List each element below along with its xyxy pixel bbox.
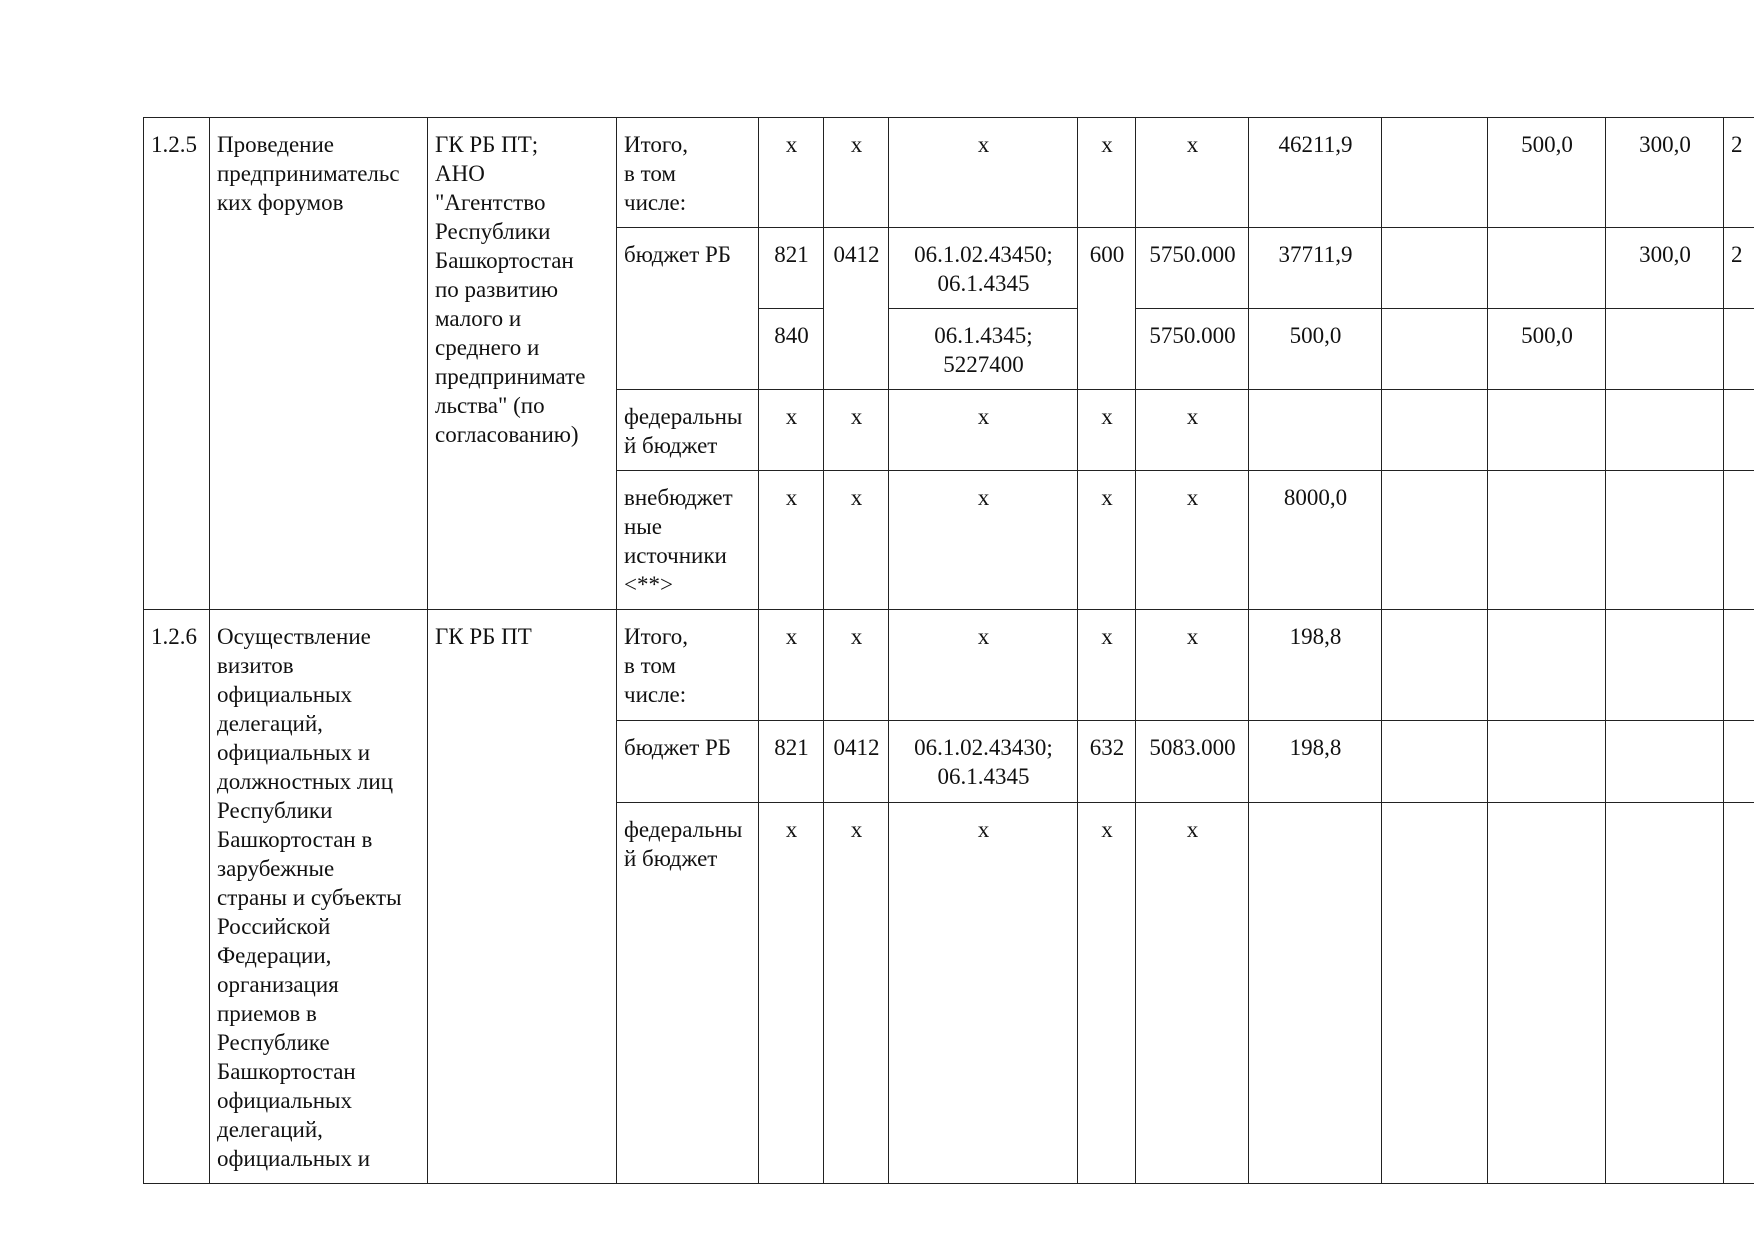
activity-name-line: Проведение [217, 132, 334, 157]
funding-source-line: Итого, [624, 624, 688, 649]
executor-line: ГК РБ ПТ [435, 624, 532, 649]
year-amount: 500,0 [1488, 309, 1606, 390]
budget-table [143, 117, 1754, 1184]
funding-source-line: внебюджет [624, 485, 733, 510]
year-amount [1606, 610, 1724, 721]
kosgu-code: x [1136, 610, 1249, 721]
table-row [144, 118, 1754, 228]
activity-name-line: официальных [217, 1088, 352, 1113]
target-article-line: x [977, 404, 990, 429]
year-amount [1724, 471, 1754, 610]
target-article-line: 06.1.4345 [937, 271, 1030, 296]
executor-line: Башкортостан [435, 248, 574, 273]
target-article-line: x [977, 624, 990, 649]
year-amount [1382, 803, 1488, 1184]
total-amount [1249, 390, 1382, 471]
grbs-code: x [759, 471, 824, 610]
year-amount [1382, 228, 1488, 309]
activity-name-line: делегаций, [217, 1117, 323, 1142]
expense-type: x [1078, 803, 1136, 1184]
funding-source [617, 721, 759, 803]
funding-source-line: ные [624, 514, 662, 539]
expense-type: 632 [1078, 721, 1136, 803]
section-code: x [824, 610, 889, 721]
year-amount [1724, 309, 1754, 390]
row-number: 1.2.5 [144, 118, 210, 610]
target-article-line: 5227400 [943, 352, 1024, 377]
year-amount: 300,0 [1606, 228, 1724, 309]
year-amount [1488, 390, 1606, 471]
target-article-line: 06.1.4345 [937, 764, 1030, 790]
row-number: 1.2.6 [144, 610, 210, 1184]
funding-source [617, 471, 759, 610]
expense-type: 600 [1078, 228, 1136, 390]
executor-line: Республики [435, 219, 551, 244]
target-article [889, 471, 1078, 610]
kosgu-code: x [1136, 471, 1249, 610]
grbs-code: 821 [759, 721, 824, 803]
activity-name-line: официальных [217, 682, 352, 707]
year-amount [1606, 471, 1724, 610]
activity-name-line: предпринимательс [217, 161, 400, 186]
grbs-code: x [759, 610, 824, 721]
target-article-line: 06.1.02.43450; [914, 242, 1053, 267]
executor-line: малого и [435, 306, 522, 331]
target-article-line: x [977, 817, 990, 843]
activity-name-line: визитов [217, 653, 294, 678]
section-code: 0412 [824, 721, 889, 803]
funding-source [617, 228, 759, 390]
target-article-line: 06.1.02.43430; [914, 735, 1053, 761]
target-article [889, 390, 1078, 471]
activity-name-line: Башкортостан [217, 1059, 356, 1084]
executor-line: ГК РБ ПТ; [435, 132, 539, 157]
kosgu-code: x [1136, 803, 1249, 1184]
funding-source-line: бюджет РБ [624, 735, 732, 761]
year-amount [1606, 309, 1724, 390]
year-amount [1488, 471, 1606, 610]
total-amount: 8000,0 [1249, 471, 1382, 610]
year-amount: 2 [1724, 118, 1754, 228]
year-amount [1724, 390, 1754, 471]
expense-type: x [1078, 610, 1136, 721]
year-amount [1382, 309, 1488, 390]
activity-name-line: Республике [217, 1030, 330, 1055]
funding-source [617, 118, 759, 228]
executor-line: "Агентство [435, 190, 546, 215]
year-amount [1382, 610, 1488, 721]
total-amount: 46211,9 [1249, 118, 1382, 228]
activity-name-line: приемов в [217, 1001, 317, 1026]
year-amount [1488, 721, 1606, 803]
funding-source-line: й бюджет [624, 433, 718, 458]
activity-name-line: ких форумов [217, 190, 344, 215]
activity-name-line: Федерации, [217, 943, 332, 968]
grbs-code: x [759, 390, 824, 471]
funding-source [617, 390, 759, 471]
executor-line: по развитию [435, 277, 559, 302]
year-amount [1382, 118, 1488, 228]
year-amount [1606, 721, 1724, 803]
year-amount [1488, 228, 1606, 309]
funding-source-line: Итого, [624, 132, 688, 157]
year-amount [1724, 721, 1754, 803]
target-article-line: 06.1.4345; [934, 323, 1033, 348]
activity-name-line: организация [217, 972, 339, 997]
grbs-code: 840 [759, 309, 824, 390]
target-article [889, 803, 1078, 1184]
table-row [144, 610, 1754, 721]
executor [428, 118, 617, 610]
kosgu-code: x [1136, 390, 1249, 471]
activity-name-line: делегаций, [217, 711, 323, 736]
funding-source-line: числе: [624, 190, 687, 215]
funding-source [617, 803, 759, 1184]
kosgu-code: 5750.000 [1136, 309, 1249, 390]
grbs-code: 821 [759, 228, 824, 309]
executor [428, 610, 617, 1184]
activity-name [210, 610, 428, 1184]
funding-source-line: в том [624, 161, 676, 186]
funding-source-line: <**> [624, 572, 673, 597]
year-amount [1488, 610, 1606, 721]
activity-name-line: Российской [217, 914, 331, 939]
activity-name-line: Республики [217, 798, 333, 823]
year-amount: 300,0 [1606, 118, 1724, 228]
activity-name-line: Башкортостан в [217, 827, 373, 852]
funding-source-line: федеральны [624, 404, 743, 429]
executor-line: льства" (по [435, 393, 545, 418]
funding-source-line: числе: [624, 682, 687, 707]
activity-name-line: официальных и [217, 740, 371, 765]
total-amount: 500,0 [1249, 309, 1382, 390]
section-code: 0412 [824, 228, 889, 390]
year-amount [1606, 803, 1724, 1184]
section-code: x [824, 118, 889, 228]
target-article [889, 610, 1078, 721]
activity-name-line: Осуществление [217, 624, 371, 649]
funding-source-line: федеральны [624, 817, 743, 843]
executor-line: согласованию) [435, 422, 579, 447]
section-code: x [824, 390, 889, 471]
executor-line: среднего и [435, 335, 540, 360]
activity-name-line: должностных лиц [217, 769, 394, 794]
total-amount [1249, 803, 1382, 1184]
activity-name-line: страны и субъекты [217, 885, 402, 910]
grbs-code: x [759, 803, 824, 1184]
year-amount: 2 [1724, 228, 1754, 309]
section-code: x [824, 803, 889, 1184]
funding-source-line: бюджет РБ [624, 242, 732, 267]
section-code: x [824, 471, 889, 610]
target-article [889, 228, 1078, 309]
year-amount [1488, 803, 1606, 1184]
funding-source-line: источники [624, 543, 727, 568]
total-amount: 198,8 [1249, 610, 1382, 721]
year-amount [1606, 390, 1724, 471]
year-amount [1382, 471, 1488, 610]
executor-line: АНО [435, 161, 485, 186]
funding-source-line: в том [624, 653, 676, 678]
executor-line: предпринимате [435, 364, 586, 389]
target-article [889, 118, 1078, 228]
year-amount [1382, 390, 1488, 471]
total-amount: 198,8 [1249, 721, 1382, 803]
total-amount: 37711,9 [1249, 228, 1382, 309]
expense-type: x [1078, 118, 1136, 228]
activity-name [210, 118, 428, 610]
target-article [889, 309, 1078, 390]
year-amount: 500,0 [1488, 118, 1606, 228]
funding-source [617, 610, 759, 721]
target-article-line: x [977, 485, 990, 510]
funding-source-line: й бюджет [624, 846, 718, 872]
kosgu-code: 5750.000 [1136, 228, 1249, 309]
year-amount [1382, 721, 1488, 803]
target-article [889, 721, 1078, 803]
kosgu-code: 5083.000 [1136, 721, 1249, 803]
grbs-code: x [759, 118, 824, 228]
kosgu-code: x [1136, 118, 1249, 228]
expense-type: x [1078, 471, 1136, 610]
target-article-line: x [977, 132, 990, 157]
expense-type: x [1078, 390, 1136, 471]
activity-name-line: официальных и [217, 1146, 371, 1171]
year-amount [1724, 610, 1754, 721]
year-amount [1724, 803, 1754, 1184]
activity-name-line: зарубежные [217, 856, 335, 881]
